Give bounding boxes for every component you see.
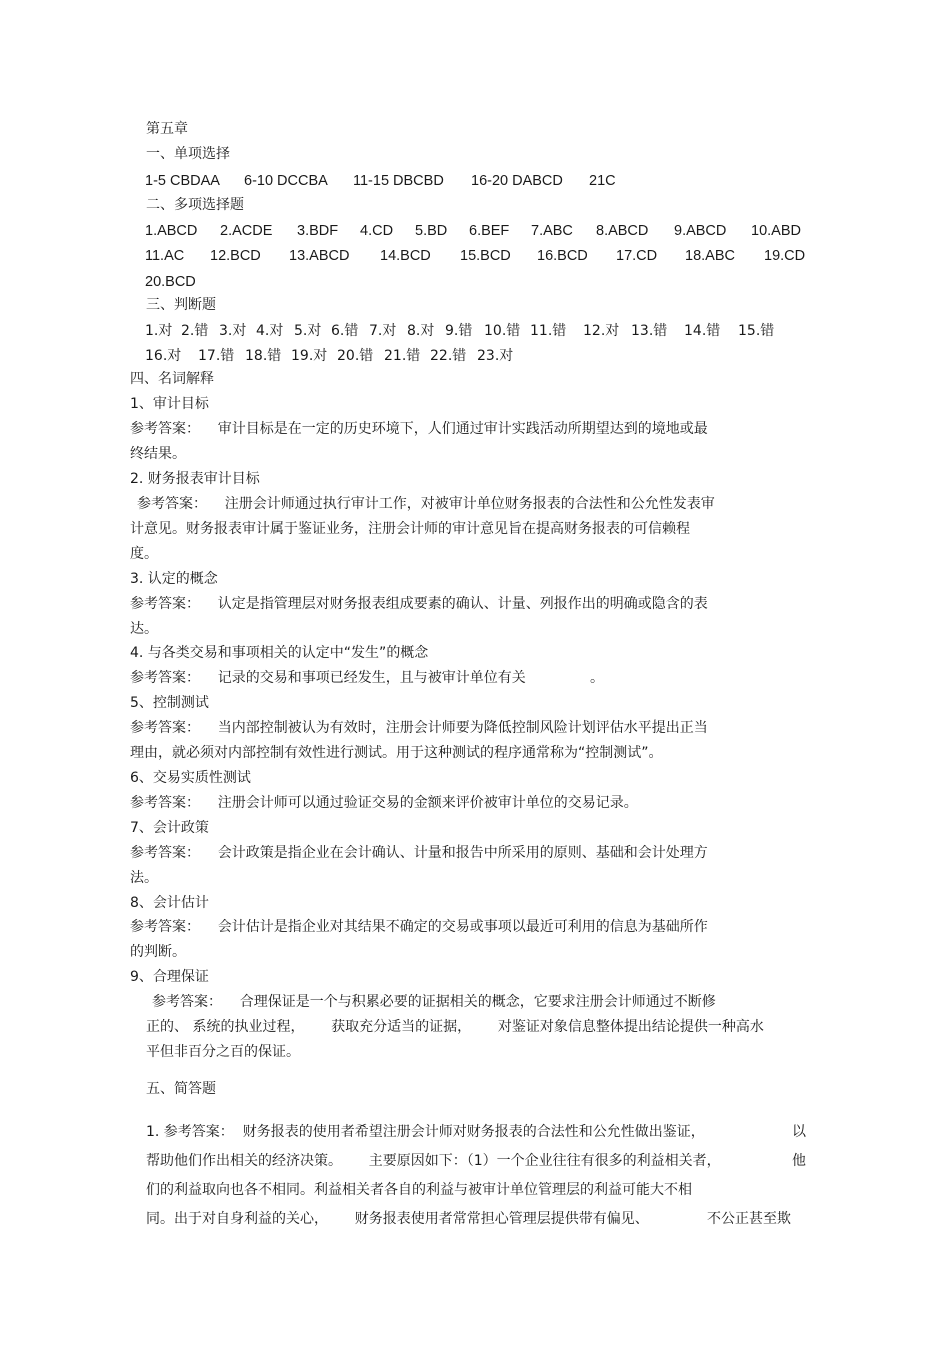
- section-heading-short-answer: 五、简答题: [146, 1081, 216, 1097]
- short-answer-line-end: 不公正甚至欺: [707, 1211, 791, 1227]
- short-answer-line: 1. 参考答案： 财务报表的使用者希望注册会计师对财务报表的合法性和公允性做出鉴证，: [146, 1124, 705, 1140]
- term-answer-line: 参考答案： 会计政策是指企业在会计确认、计量和报告中所采用的原则、基础和会计处理方: [130, 845, 708, 861]
- term-answer-end: 。: [590, 670, 604, 686]
- term-answer-line: 正的、 系统的执业过程， 获取充分适当的证据， 对鉴证对象信息整体提出结论提供一种高水: [146, 1019, 764, 1035]
- true-false-row: [0, 322, 950, 340]
- term-answer-line: 参考答案： 会计估计是指企业对其结果不确定的交易或事项以最近可利用的信息为基础所作: [130, 919, 708, 935]
- multi-choice-row: [0, 222, 950, 240]
- term-answer-line: 度。: [130, 546, 158, 562]
- answer-item: 16.BCD: [537, 248, 588, 264]
- answer-item: 1.ABCD: [145, 223, 198, 239]
- short-answer-line-end: 他: [792, 1153, 806, 1169]
- answer-item: 6.BEF: [469, 223, 510, 239]
- answer-item: 12.BCD: [210, 248, 261, 264]
- answer-item: 15.错: [738, 323, 775, 339]
- answer-item: 2.错: [181, 323, 209, 339]
- answer-item: 11.错: [530, 323, 567, 339]
- answer-item: 19.对: [291, 348, 328, 364]
- term-answer-line: 法。: [130, 870, 158, 886]
- answer-item: 3.对: [219, 323, 247, 339]
- term-answer-line: 参考答案： 当内部控制被认为有效时，注册会计师要为降低控制风险计划评估水平提出正当: [130, 720, 708, 736]
- answer-item: 1.对: [145, 323, 173, 339]
- term-answer-line: 参考答案： 审计目标是在一定的历史环境下，人们通过审计实践活动所期望达到的境地或最: [130, 421, 708, 437]
- answer-item: 8.对: [407, 323, 435, 339]
- answer-item: 4.对: [256, 323, 284, 339]
- answer-item: 3.BDF: [297, 223, 339, 239]
- true-false-row: [0, 347, 950, 365]
- answer-item: 4.CD: [360, 223, 394, 239]
- answer-item: 18.错: [245, 348, 282, 364]
- term-answer-line: 参考答案： 注册会计师通过执行审计工作，对被审计单位财务报表的合法性和公允性发表审: [137, 496, 715, 512]
- answer-item: 18.ABC: [685, 248, 735, 264]
- answer-item: 19.CD: [764, 248, 806, 264]
- answer-item: 23.对: [477, 348, 514, 364]
- answer-item: 13.ABCD: [289, 248, 350, 264]
- short-answer-line-end: 以: [792, 1124, 806, 1140]
- term-answer-line: 平但非百分之百的保证。: [146, 1044, 300, 1060]
- term-title: 1、审计目标: [130, 396, 209, 412]
- term-title: 3. 认定的概念: [130, 571, 218, 587]
- term-title: 2. 财务报表审计目标: [130, 471, 260, 487]
- section-heading-single-choice: 一、单项选择: [146, 146, 230, 162]
- term-answer-line: 参考答案： 认定是指管理层对财务报表组成要素的确认、计量、列报作出的明确或隐含的表: [130, 596, 708, 612]
- answer-item: 6-10 DCCBA: [244, 173, 328, 189]
- answer-item: 10.错: [484, 323, 521, 339]
- term-answer-line: 参考答案： 注册会计师可以通过验证交易的金额来评价被审计单位的交易记录。: [130, 795, 638, 811]
- term-answer-line: 达。: [130, 621, 158, 637]
- section-heading-term-definitions: 四、名词解释: [130, 371, 214, 387]
- term-answer-line: 参考答案： 记录的交易和事项已经发生，且与被审计单位有关: [130, 670, 526, 686]
- short-answer-line: 同。出于对自身利益的关心， 财务报表使用者常常担心管理层提供带有偏见、: [146, 1211, 649, 1227]
- answer-item: 9.错: [445, 323, 473, 339]
- answer-item: 10.ABD: [751, 223, 801, 239]
- term-title: 7、会计政策: [130, 820, 209, 836]
- answer-item: 1-5 CBDAA: [145, 173, 220, 189]
- answer-item: 7.对: [369, 323, 397, 339]
- answer-item: 11.AC: [145, 248, 185, 264]
- term-answer-line: 的判断。: [130, 944, 186, 960]
- term-answer-line: 理由，就必须对内部控制有效性进行测试。用于这种测试的程序通常称为“控制测试”。: [130, 745, 663, 761]
- answer-item: 11-15 DBCBD: [353, 173, 444, 189]
- answer-item: 5.对: [294, 323, 322, 339]
- term-title: 4. 与各类交易和事项相关的认定中“发生”的概念: [130, 645, 429, 661]
- short-answer-line: 们的利益取向也各不相同。利益相关者各自的利益与被审计单位管理层的利益可能大不相: [146, 1182, 692, 1198]
- answer-item: 12.对: [583, 323, 620, 339]
- answer-item: 16.对: [145, 348, 182, 364]
- answer-item: 21.错: [384, 348, 421, 364]
- answer-item: 8.ABCD: [596, 223, 649, 239]
- answer-item: 15.BCD: [460, 248, 511, 264]
- section-heading-true-false: 三、判断题: [146, 297, 216, 313]
- term-answer-line: 终结果。: [130, 446, 186, 462]
- multi-choice-row: [0, 273, 950, 291]
- short-answer-line: 帮助他们作出相关的经济决策。 主要原因如下：（1）一个企业往往有很多的利益相关者，: [146, 1153, 721, 1169]
- answer-item: 7.ABC: [531, 223, 573, 239]
- term-title: 9、合理保证: [130, 969, 209, 985]
- answer-item: 20.错: [337, 348, 374, 364]
- answer-item: 17.CD: [616, 248, 658, 264]
- answer-item: 13.错: [631, 323, 668, 339]
- term-title: 8、会计估计: [130, 895, 209, 911]
- answer-item: 17.错: [198, 348, 235, 364]
- answer-item: 2.ACDE: [220, 223, 273, 239]
- answer-item: 22.错: [430, 348, 467, 364]
- answer-item: 9.ABCD: [674, 223, 727, 239]
- answer-item: 16-20 DABCD: [471, 173, 563, 189]
- term-title: 6、交易实质性测试: [130, 770, 251, 786]
- term-answer-line: 计意见。财务报表审计属于鉴证业务，注册会计师的审计意见旨在提高财务报表的可信赖程: [130, 521, 690, 537]
- answer-item: 14.BCD: [380, 248, 431, 264]
- multi-choice-row: [0, 247, 950, 265]
- answer-item: 21C: [589, 173, 616, 189]
- chapter-title: 第五章: [146, 121, 188, 137]
- answer-item: 14.错: [684, 323, 721, 339]
- answer-item: 6.错: [331, 323, 359, 339]
- term-answer-line: 参考答案： 合理保证是一个与积累必要的证据相关的概念，它要求注册会计师通过不断修: [152, 994, 716, 1010]
- term-title: 5、控制测试: [130, 695, 209, 711]
- single-choice-answers: [0, 172, 950, 190]
- section-heading-multi-choice: 二、多项选择题: [146, 197, 244, 213]
- answer-item: 5.BD: [415, 223, 448, 239]
- answer-item: 20.BCD: [145, 274, 196, 290]
